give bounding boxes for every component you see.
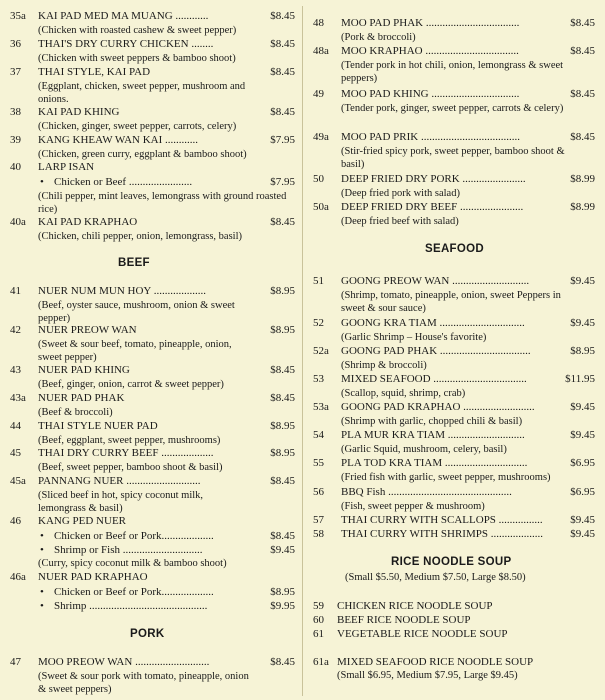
- item-price: $9.45: [570, 429, 595, 441]
- item-name: MOO PAD KHING ................................: [341, 88, 520, 100]
- item-description: (Shrimp & broccoli): [341, 360, 427, 371]
- item-price: $9.45: [570, 317, 595, 329]
- item-name: THAI CURRY WITH SCALLOPS ................: [341, 514, 543, 526]
- section-heading-beef: BEEF: [118, 257, 150, 269]
- item-description: (Chicken, green curry, eggplant & bamboo shoot): [38, 149, 247, 160]
- item-name: MOO KRAPHAO ..................................: [341, 45, 519, 57]
- item-description: (Chicken, ginger, sweet pepper, carrots, celery): [38, 121, 237, 132]
- item-number: 48: [313, 17, 324, 29]
- item-description: (Chicken with sweet peppers & bamboo shoot): [38, 53, 236, 64]
- item-name: NUER NUM MUN HOY ...................: [38, 285, 206, 297]
- item-name: MOO PAD PRIK ....................................: [341, 131, 520, 143]
- item-description: (Beef, oyster sauce, mushroom, onion & sweet pepper): [38, 300, 235, 324]
- item-price: $8.45: [570, 88, 595, 100]
- item-number: 36: [10, 38, 21, 50]
- item-description: (Curry, spicy coconut milk & bamboo shoot): [38, 558, 227, 569]
- item-number: 57: [313, 514, 324, 526]
- item-description: (Beef, ginger, onion, carrot & sweet pepper): [38, 379, 224, 390]
- item-number: 60: [313, 614, 324, 626]
- item-name: KAI PAD MED MA MUANG ............: [38, 10, 209, 22]
- item-name: DEEP FRIED DRY BEEF .......................: [341, 201, 524, 213]
- item-price: $8.45: [270, 10, 295, 22]
- item-number: 53a: [313, 401, 329, 413]
- item-price: $8.95: [270, 285, 295, 297]
- item-name: GOONG PAD PHAK .................................: [341, 345, 531, 357]
- item-number: 43: [10, 364, 21, 376]
- item-name: THAI STYLE NUER PAD: [38, 420, 158, 432]
- item-number: 37: [10, 66, 21, 78]
- item-name: THAI CURRY WITH SHRIMPS ...................: [341, 528, 543, 540]
- option-name: • Chicken or Beef .......................: [54, 176, 192, 189]
- item-price: $8.45: [270, 66, 295, 78]
- item-description: (Eggplant, chicken, sweet pepper, mushroom and onions.: [38, 81, 246, 105]
- item-name: THAI STYLE, KAI PAD: [38, 66, 151, 78]
- item-number: 55: [313, 457, 324, 469]
- item-description: (Garlic Shrimp – House's favorite): [341, 332, 487, 343]
- item-description: (Shrimp, tomato, pineapple, onion, sweet Peppers in sweet & sour sauce): [341, 290, 561, 314]
- item-name: GOONG PREOW WAN ............................: [341, 275, 530, 287]
- item-number: 43a: [10, 392, 26, 404]
- item-number: 50: [313, 173, 324, 185]
- item-number: 38: [10, 106, 21, 118]
- item-price: $11.95: [565, 373, 595, 385]
- item-name: LARP ISAN: [38, 161, 95, 173]
- item-name: KANG PED NUER: [38, 515, 126, 527]
- item-name: CHICKEN RICE NOODLE SOUP: [337, 600, 493, 612]
- item-description: (Sliced beef in hot, spicy coconut milk, lemongrass & basil): [38, 490, 204, 514]
- item-price: $8.95: [270, 420, 295, 432]
- item-price: $7.95: [270, 176, 295, 188]
- option-name: • Shrimp or Fish .............................: [54, 544, 203, 557]
- item-number: 47: [10, 656, 21, 668]
- item-name: PLA TOD KRA TIAM ..............................: [341, 457, 528, 469]
- item-price: $8.45: [270, 106, 295, 118]
- item-price: $8.45: [270, 38, 295, 50]
- item-price: $9.45: [270, 544, 295, 556]
- item-name: MIXED SEAFOOD ..................................: [341, 373, 527, 385]
- item-number: 45a: [10, 475, 26, 487]
- item-name: PLA MUR KRA TIAM ............................: [341, 429, 525, 441]
- item-description: (Stir-fried spicy pork, sweet pepper, bamboo shoot & basil): [341, 146, 565, 170]
- item-name: NUER PAD KHING: [38, 364, 130, 376]
- item-number: 52a: [313, 345, 329, 357]
- item-description: (Sweet & sour pork with tomato, pineapple, onion & sweet peppers): [38, 671, 249, 695]
- item-name: GOONG PAD KRAPHAO ..........................: [341, 401, 535, 413]
- item-number: 50a: [313, 201, 329, 213]
- item-number: 44: [10, 420, 21, 432]
- item-description: (Beef & broccoli): [38, 407, 113, 418]
- item-name: NUER PAD PHAK: [38, 392, 125, 404]
- item-number: 46a: [10, 571, 26, 583]
- item-name: BEEF RICE NOODLE SOUP: [337, 614, 471, 626]
- item-price: $6.95: [570, 486, 595, 498]
- item-name: NUER PAD KRAPHAO: [38, 571, 148, 583]
- item-price: $8.95: [270, 586, 295, 598]
- item-price: $9.45: [570, 514, 595, 526]
- item-price: $8.45: [270, 530, 295, 542]
- item-price: $9.45: [570, 275, 595, 287]
- item-description: (Garlic Squid, mushroom, celery, basil): [341, 444, 507, 455]
- item-price: $9.95: [270, 600, 295, 612]
- item-description: (Tender pork, ginger, sweet pepper, carrots & celery): [341, 103, 564, 114]
- item-description: (Scallop, squid, shrimp, crab): [341, 388, 466, 399]
- item-name: KAI PAD KRAPHAO: [38, 216, 138, 228]
- item-number: 45: [10, 447, 21, 459]
- item-price: $8.95: [570, 345, 595, 357]
- item-name: KANG KHEAW WAN KAI ............: [38, 134, 199, 146]
- item-price: $8.45: [270, 392, 295, 404]
- item-number: 40: [10, 161, 21, 173]
- item-description: (Beef, eggplant, sweet pepper, mushrooms): [38, 435, 221, 446]
- item-price: $9.45: [570, 401, 595, 413]
- item-price: $8.45: [270, 216, 295, 228]
- item-name: PANNANG NUER ...........................: [38, 475, 201, 487]
- item-number: 53: [313, 373, 324, 385]
- item-description: (Chicken with roasted cashew & sweet pepper): [38, 25, 237, 36]
- item-price: $8.95: [270, 324, 295, 336]
- section-heading-pork: PORK: [130, 628, 165, 640]
- item-description: (Fried fish with garlic, sweet pepper, mushrooms): [341, 472, 551, 483]
- item-price: $7.95: [270, 134, 295, 146]
- item-price: $8.45: [270, 364, 295, 376]
- item-number: 42: [10, 324, 21, 336]
- item-name: THAI DRY CURRY BEEF ...................: [38, 447, 214, 459]
- item-number: 51: [313, 275, 324, 287]
- item-name: BBQ Fish .............................................: [341, 486, 512, 498]
- item-description: (Chicken, chili pepper, onion, lemongrass, basil): [38, 231, 242, 242]
- item-price: $8.95: [270, 447, 295, 459]
- item-name: KAI PAD KHING: [38, 106, 120, 118]
- item-price: $8.45: [570, 45, 595, 57]
- item-description: (Chili pepper, mint leaves, lemongrass with ground roasted rice): [38, 191, 287, 215]
- item-number: 39: [10, 134, 21, 146]
- item-description: (Shrimp with garlic, chopped chili & basil): [341, 416, 523, 427]
- item-number: 41: [10, 285, 21, 297]
- option-name: • Shrimp ...........................................: [54, 600, 207, 613]
- item-price: $8.45: [270, 656, 295, 668]
- item-number: 40a: [10, 216, 26, 228]
- item-number: 46: [10, 515, 21, 527]
- item-number: 58: [313, 528, 324, 540]
- item-description: (Deep fried pork with salad): [341, 188, 460, 199]
- item-description: (Tender pork in hot chili, onion, lemongrass & sweet peppers): [341, 60, 564, 84]
- item-name: GOONG KRA TIAM ...............................: [341, 317, 525, 329]
- item-number: 56: [313, 486, 324, 498]
- item-number: 49a: [313, 131, 329, 143]
- section-heading-rice-noodle-soup: RICE NOODLE SOUP: [391, 556, 512, 568]
- item-number: 52: [313, 317, 324, 329]
- item-number: 54: [313, 429, 324, 441]
- item-number: 61: [313, 628, 324, 640]
- item-name: VEGETABLE RICE NOODLE SOUP: [337, 628, 508, 640]
- item-description: (Pork & broccoli): [341, 32, 416, 43]
- item-price: $8.45: [270, 475, 295, 487]
- item-number: 59: [313, 600, 324, 612]
- item-number: 61a: [313, 656, 329, 668]
- column-divider: [302, 6, 303, 696]
- seafood-noodle-size-prices: (Small $6.95, Medium $7.95, Large $9.45): [337, 670, 518, 681]
- item-name: MOO PREOW WAN ...........................: [38, 656, 210, 668]
- item-name: NUER PREOW WAN: [38, 324, 137, 336]
- item-price: $8.45: [570, 131, 595, 143]
- item-description: (Beef, sweet pepper, bamboo shoot & basil): [38, 462, 223, 473]
- item-description: (Sweet & sour beef, tomato, pineapple, onion, sweet pepper): [38, 339, 232, 363]
- item-price: $8.99: [570, 173, 595, 185]
- noodle-size-prices: (Small $5.50, Medium $7.50, Large $8.50): [345, 572, 526, 583]
- item-number: 48a: [313, 45, 329, 57]
- item-price: $6.95: [570, 457, 595, 469]
- item-description: (Deep fried beef with salad): [341, 216, 459, 227]
- item-price: $8.99: [570, 201, 595, 213]
- item-number: 49: [313, 88, 324, 100]
- option-name: • Chicken or Beef or Pork...................: [54, 586, 214, 599]
- item-price: $9.45: [570, 528, 595, 540]
- item-name: DEEP FRIED DRY PORK .......................: [341, 173, 526, 185]
- option-name: • Chicken or Beef or Pork...................: [54, 530, 214, 543]
- item-name: THAI'S DRY CURRY CHICKEN ........: [38, 38, 214, 50]
- item-name: MOO PAD PHAK ..................................: [341, 17, 520, 29]
- item-name: MIXED SEAFOOD RICE NOODLE SOUP: [337, 656, 534, 668]
- item-number: 35a: [10, 10, 26, 22]
- item-description: (Fish, sweet pepper & mushroom): [341, 501, 485, 512]
- section-heading-seafood: SEAFOOD: [425, 243, 484, 255]
- item-price: $8.45: [570, 17, 595, 29]
